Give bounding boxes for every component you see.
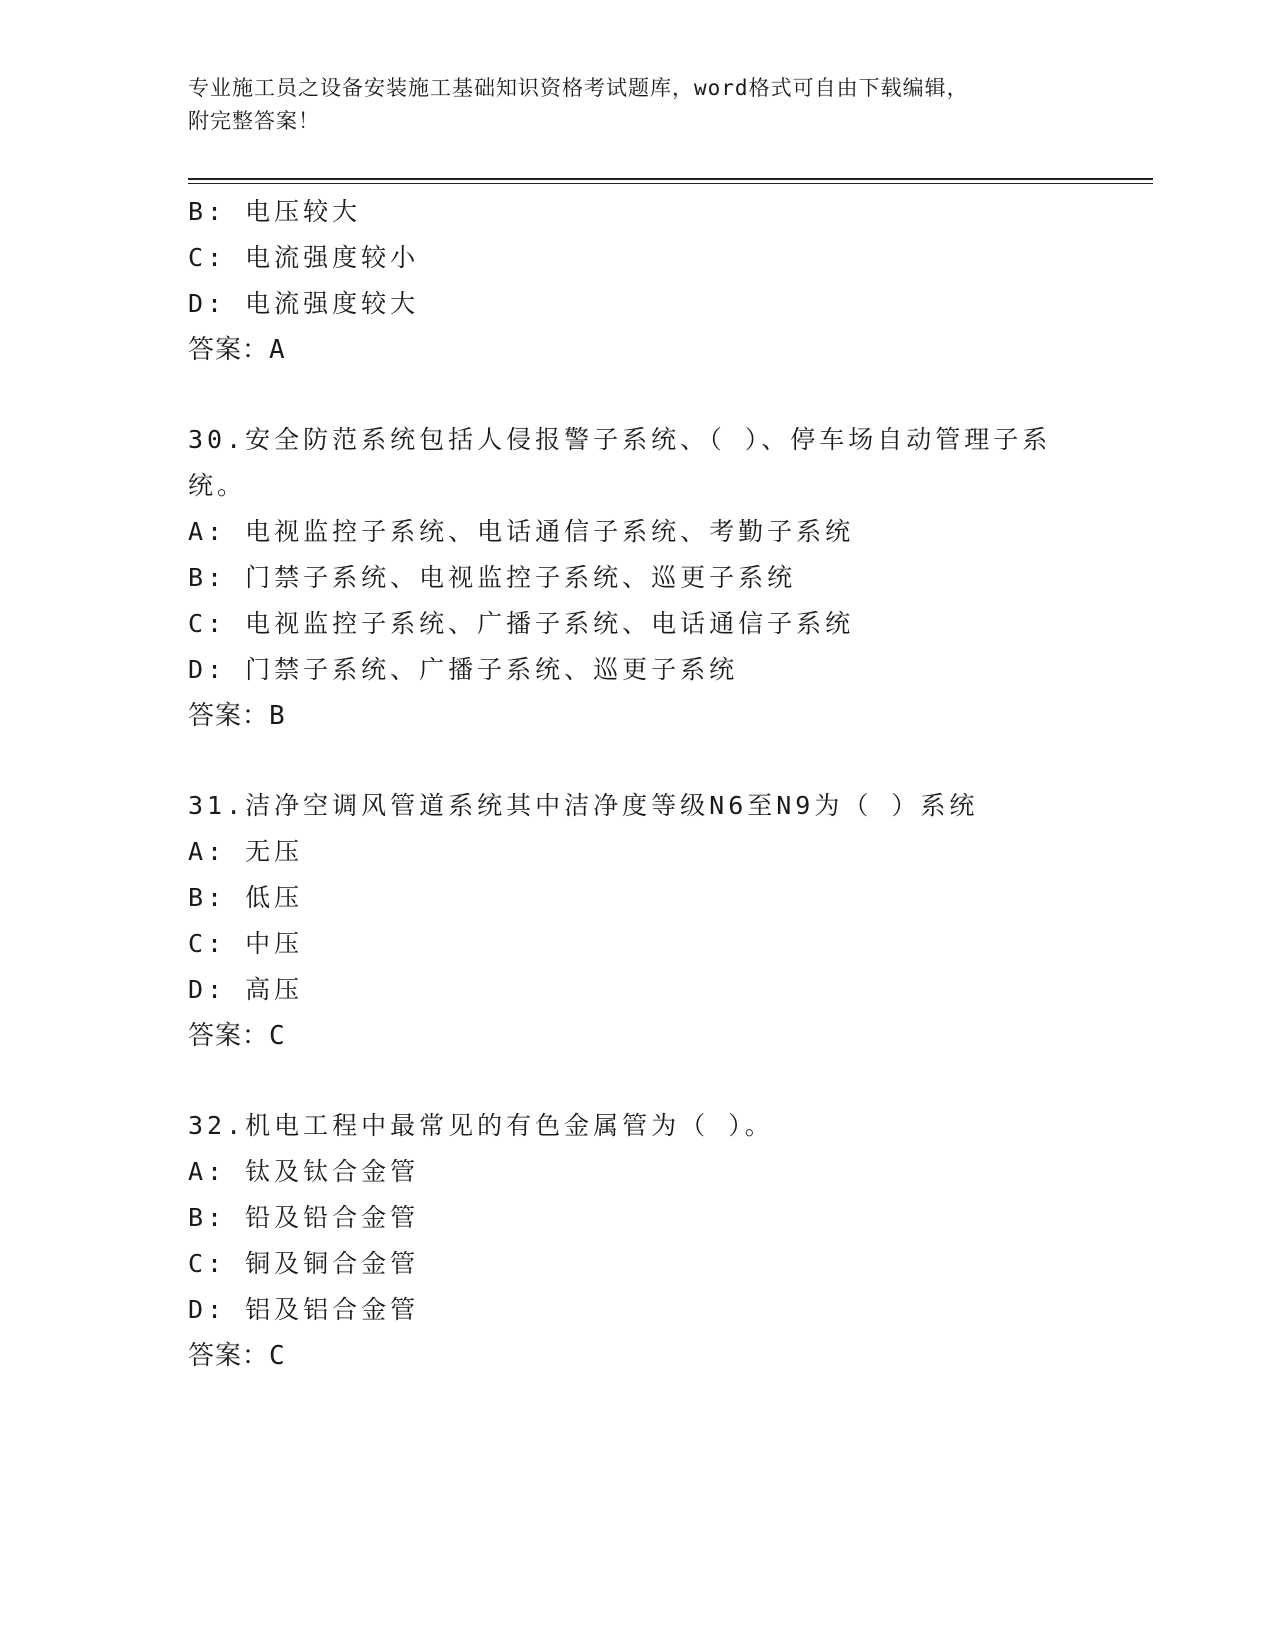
question-content <box>188 189 1088 1379</box>
header-line-2: 附完整答案！ <box>188 109 320 133</box>
answer: 答案：B <box>188 701 286 731</box>
option-d: D: 高压 <box>188 975 304 1004</box>
spacer <box>188 1059 1088 1103</box>
option-a: A: 钛及钛合金管 <box>188 1157 420 1186</box>
option-b: B: 铅及铅合金管 <box>188 1203 420 1232</box>
option-d: D: 铝及铝合金管 <box>188 1295 420 1324</box>
option-c: C: 电流强度较小 <box>188 243 420 272</box>
option-b: B: 低压 <box>188 883 304 912</box>
answer: 答案：A <box>188 335 286 365</box>
option-b: B: 电压较大 <box>188 197 362 226</box>
header-line-1: 专业施工员之设备安装施工基础知识资格考试题库，word格式可自由下载编辑， <box>188 76 969 100</box>
answer: 答案：C <box>188 1341 286 1371</box>
option-d: D: 电流强度较大 <box>188 289 420 318</box>
question-29-tail <box>188 189 1088 373</box>
page-header <box>188 72 1068 138</box>
question-stem-continued: 统。 <box>188 471 247 500</box>
option-c: C: 铜及铜合金管 <box>188 1249 420 1278</box>
option-c: C: 中压 <box>188 929 304 958</box>
option-d: D: 门禁子系统、广播子系统、巡更子系统 <box>188 655 739 684</box>
question-32 <box>188 1103 1088 1379</box>
answer: 答案：C <box>188 1021 286 1051</box>
spacer <box>188 373 1088 417</box>
option-a: A: 电视监控子系统、电话通信子系统、考勤子系统 <box>188 517 855 546</box>
question-stem: 30.安全防范系统包括人侵报警子系统、（ ）、停车场自动管理子系 <box>188 425 1052 454</box>
option-a: A: 无压 <box>188 837 304 866</box>
header-divider-thin <box>188 183 1153 184</box>
question-31 <box>188 783 1088 1059</box>
header-divider-thick <box>188 178 1153 180</box>
question-stem: 32.机电工程中最常见的有色金属管为（ ）。 <box>188 1111 774 1140</box>
question-30 <box>188 417 1088 739</box>
question-stem: 31.洁净空调风管道系统其中洁净度等级N6至N9为（ ）系统 <box>188 791 979 820</box>
option-b: B: 门禁子系统、电视监控子系统、巡更子系统 <box>188 563 797 592</box>
option-c: C: 电视监控子系统、广播子系统、电话通信子系统 <box>188 609 855 638</box>
spacer <box>188 739 1088 783</box>
